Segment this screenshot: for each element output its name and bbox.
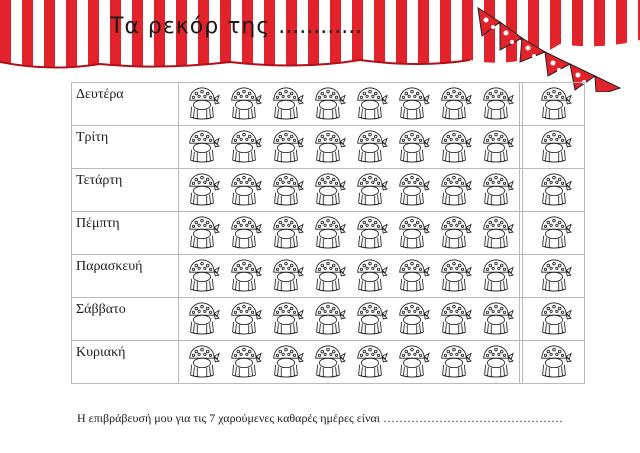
pirate-bandana-icon[interactable] bbox=[477, 85, 515, 121]
pirate-bandana-icon[interactable] bbox=[267, 214, 305, 250]
pirate-bandana-icon[interactable] bbox=[309, 343, 347, 379]
reward-cell bbox=[523, 255, 585, 298]
pirate-bandana-icon[interactable] bbox=[225, 171, 263, 207]
day-icons-cell bbox=[179, 255, 520, 298]
pirate-bandana-icon[interactable] bbox=[351, 300, 389, 336]
pirate-bandana-icon[interactable] bbox=[393, 214, 431, 250]
day-row bbox=[72, 212, 585, 255]
pirate-bandana-icon[interactable] bbox=[523, 85, 584, 121]
page-title bbox=[110, 14, 362, 39]
pirate-bandana-icon[interactable] bbox=[351, 128, 389, 164]
day-row bbox=[72, 341, 585, 384]
pirate-bandana-icon[interactable] bbox=[477, 171, 515, 207]
pirate-bandana-icon[interactable] bbox=[477, 257, 515, 293]
pirate-bandana-icon[interactable] bbox=[267, 257, 305, 293]
pirate-bandana-icon[interactable] bbox=[393, 257, 431, 293]
day-icons-cell bbox=[179, 83, 520, 126]
pirate-bandana-icon[interactable] bbox=[225, 343, 263, 379]
pirate-bandana-icon[interactable] bbox=[477, 343, 515, 379]
day-row bbox=[72, 126, 585, 169]
day-icons-cell bbox=[179, 212, 520, 255]
pirate-bandana-icon[interactable] bbox=[225, 128, 263, 164]
pirate-bandana-icon[interactable] bbox=[477, 214, 515, 250]
day-row bbox=[72, 298, 585, 341]
pirate-bandana-icon[interactable] bbox=[183, 343, 221, 379]
pirate-bandana-icon[interactable] bbox=[309, 171, 347, 207]
pirate-bandana-icon[interactable] bbox=[523, 171, 584, 207]
pirate-bandana-icon[interactable] bbox=[435, 257, 473, 293]
pirate-bandana-icon[interactable] bbox=[183, 85, 221, 121]
pirate-bandana-icon[interactable] bbox=[393, 300, 431, 336]
pirate-bandana-icon[interactable] bbox=[435, 214, 473, 250]
pirate-bandana-icon[interactable] bbox=[477, 128, 515, 164]
pirate-bandana-icon[interactable] bbox=[309, 85, 347, 121]
day-icons-cell bbox=[179, 126, 520, 169]
day-label: Τετάρτη bbox=[72, 169, 179, 212]
reward-cell bbox=[523, 298, 585, 341]
title-name-blank: ............ bbox=[278, 14, 363, 39]
pirate-bandana-icon[interactable] bbox=[351, 343, 389, 379]
reward-cell bbox=[523, 83, 585, 126]
pirate-bandana-icon[interactable] bbox=[309, 214, 347, 250]
pirate-bandana-icon[interactable] bbox=[309, 300, 347, 336]
reward-sentence: Η επιβράβευσή μου για τις 7 χαρούμενες καθαρές ημέρες είναι ……………………………………… bbox=[77, 411, 563, 425]
pirate-bandana-icon[interactable] bbox=[183, 300, 221, 336]
pirate-bandana-icon[interactable] bbox=[267, 343, 305, 379]
pirate-bandana-icon[interactable] bbox=[183, 171, 221, 207]
pirate-bandana-icon[interactable] bbox=[225, 85, 263, 121]
pirate-bandana-icon[interactable] bbox=[351, 171, 389, 207]
pirate-bandana-icon[interactable] bbox=[523, 257, 584, 293]
pirate-bandana-icon[interactable] bbox=[435, 343, 473, 379]
reward-cell bbox=[523, 212, 585, 255]
reward-cell bbox=[523, 341, 585, 384]
day-label: Τρίτη bbox=[72, 126, 179, 169]
pirate-bandana-icon[interactable] bbox=[267, 128, 305, 164]
pirate-bandana-icon[interactable] bbox=[393, 343, 431, 379]
pirate-bandana-icon[interactable] bbox=[523, 343, 584, 379]
pirate-bandana-icon[interactable] bbox=[183, 214, 221, 250]
pirate-bandana-icon[interactable] bbox=[183, 128, 221, 164]
pirate-bandana-icon[interactable] bbox=[523, 214, 584, 250]
pirate-bandana-icon[interactable] bbox=[309, 128, 347, 164]
pirate-bandana-icon[interactable] bbox=[393, 85, 431, 121]
pirate-bandana-icon[interactable] bbox=[309, 257, 347, 293]
pirate-bandana-icon[interactable] bbox=[393, 171, 431, 207]
pirate-bandana-icon[interactable] bbox=[393, 128, 431, 164]
pirate-bandana-icon[interactable] bbox=[351, 85, 389, 121]
day-label: Σάββατο bbox=[72, 298, 179, 341]
pirate-bandana-icon[interactable] bbox=[267, 300, 305, 336]
pirate-bandana-icon[interactable] bbox=[267, 171, 305, 207]
pirate-bandana-icon[interactable] bbox=[225, 300, 263, 336]
pirate-bandana-icon[interactable] bbox=[267, 85, 305, 121]
day-label: Πέμπτη bbox=[72, 212, 179, 255]
weekly-record-table bbox=[71, 82, 585, 384]
day-label: Παρασκευή bbox=[72, 255, 179, 298]
day-label: Δευτέρα bbox=[72, 83, 179, 126]
pirate-bandana-icon[interactable] bbox=[435, 300, 473, 336]
pirate-bandana-icon[interactable] bbox=[183, 257, 221, 293]
day-icons-cell bbox=[179, 169, 520, 212]
pirate-bandana-icon[interactable] bbox=[523, 300, 584, 336]
day-icons-cell bbox=[179, 341, 520, 384]
day-label: Κυριακή bbox=[72, 341, 179, 384]
reward-cell bbox=[523, 169, 585, 212]
day-icons-cell bbox=[179, 298, 520, 341]
pirate-bandana-icon[interactable] bbox=[435, 85, 473, 121]
reward-cell bbox=[523, 126, 585, 169]
day-row bbox=[72, 83, 585, 126]
pirate-bandana-icon[interactable] bbox=[477, 300, 515, 336]
title-text: Τα ρεκόρ της bbox=[110, 14, 271, 39]
pirate-bandana-icon[interactable] bbox=[435, 128, 473, 164]
pirate-bandana-icon[interactable] bbox=[435, 171, 473, 207]
pirate-bandana-icon[interactable] bbox=[523, 128, 584, 164]
pirate-bandana-icon[interactable] bbox=[225, 214, 263, 250]
pirate-bandana-icon[interactable] bbox=[351, 214, 389, 250]
day-row bbox=[72, 255, 585, 298]
day-row bbox=[72, 169, 585, 212]
pirate-bandana-icon[interactable] bbox=[225, 257, 263, 293]
pirate-bandana-icon[interactable] bbox=[351, 257, 389, 293]
